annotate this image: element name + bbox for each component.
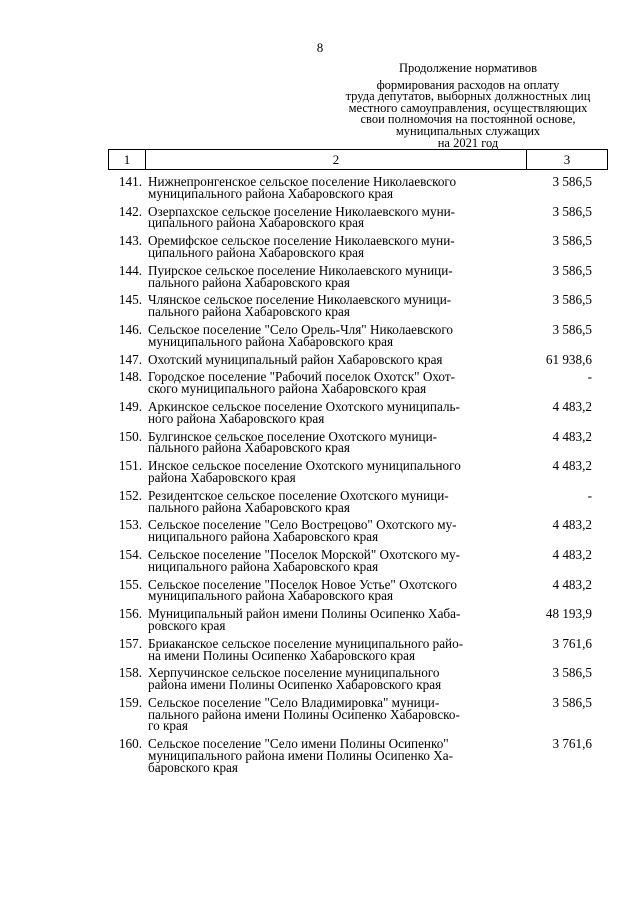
- row-number: 149.: [118, 398, 142, 414]
- row-number: 154.: [118, 546, 142, 562]
- row-number: 152.: [118, 487, 142, 503]
- municipality-name-line: на имени Полины Осипенко Хабаровского края: [148, 647, 416, 663]
- municipality-name: [146, 608, 520, 632]
- table-row: [108, 351, 608, 367]
- row-number: 157.: [118, 635, 142, 651]
- norm-value: 4 483,2: [552, 517, 592, 533]
- municipality-name-line: Сельское поселение "Поселок Новое Устье" Охотского: [148, 576, 457, 592]
- municipality-name: [146, 460, 520, 484]
- heading-line: труда депутатов, выборных должностных лиц: [345, 89, 591, 104]
- municipality-name-line: Булгинское сельское поселение Охотского муници-: [148, 428, 438, 444]
- municipality-name-line: Сельское поселение "Село Владимировка" муници-: [148, 694, 440, 710]
- municipality-name-line: муниципального района Хабаровского края: [148, 185, 394, 201]
- table-row: [108, 176, 608, 200]
- municipality-name-line: пального района Хабаровского края: [148, 499, 350, 515]
- municipality-name: [146, 294, 520, 318]
- municipality-name: [146, 203, 520, 231]
- table-row: [108, 460, 608, 484]
- municipality-name-line: Городское поселение "Рабочий поселок Охотск" Охот-: [148, 369, 456, 385]
- municipality-name-line: района имени Полины Осипенко Хабаровского края: [148, 677, 442, 693]
- municipality-name: [146, 351, 520, 367]
- row-number: 158.: [118, 665, 142, 681]
- municipality-name: [146, 667, 520, 691]
- municipality-name: [146, 235, 520, 259]
- municipality-name-line: Инское сельское поселение Охотского муниципального: [148, 458, 461, 474]
- table-row: [108, 519, 608, 543]
- norm-value: 4 483,2: [552, 428, 592, 444]
- norm-value: 4 483,2: [552, 398, 592, 414]
- municipality-name-line: Сельское поселение "Село имени Полины Осипенко": [148, 736, 449, 752]
- municipality-name-line: Сельское поселение "Село Вострецово" Охотского му-: [148, 517, 457, 533]
- municipality-name: [146, 262, 520, 290]
- table-row: [108, 487, 608, 515]
- table-row: [108, 546, 608, 574]
- municipality-name-line: го края: [148, 718, 188, 734]
- table-row: [108, 235, 608, 259]
- municipality-name-line: ниципального района Хабаровского края: [148, 529, 379, 545]
- table-row: [108, 694, 608, 734]
- municipality-name-line: ровского края: [148, 617, 226, 633]
- municipality-name-line: Нижнепронгенское сельское поселение Николаевского: [148, 174, 457, 189]
- row-number: 147.: [118, 351, 142, 367]
- municipality-name: [146, 371, 520, 395]
- table-row: [108, 576, 608, 604]
- municipality-name: [146, 546, 520, 574]
- table-header-row: [108, 149, 608, 170]
- municipality-name: [146, 398, 520, 426]
- header-col-3: 3: [563, 151, 571, 167]
- row-number: 148.: [118, 369, 142, 385]
- municipality-name-line: Члянское сельское поселение Николаевского муници-: [148, 292, 452, 308]
- norm-value: 3 586,5: [552, 174, 592, 189]
- heading-line: местного самоуправления, осуществляющих: [348, 100, 588, 115]
- table-row: [108, 262, 608, 290]
- row-number: 160.: [118, 736, 142, 752]
- municipality-name-line: ципального района Хабаровского края: [148, 215, 365, 231]
- norm-value: 48 193,9: [545, 606, 592, 622]
- norm-value: 3 586,5: [552, 203, 592, 219]
- norm-value: 3 586,5: [552, 292, 592, 308]
- row-number: 141.: [118, 174, 142, 189]
- municipality-name-line: Пуирское сельское поселение Николаевского муници-: [148, 262, 453, 278]
- heading-line: на 2021 год: [437, 135, 499, 150]
- norm-value: 4 483,2: [552, 458, 592, 474]
- municipality-name-line: муниципального района имени Полины Осипенко Ха-: [148, 748, 453, 764]
- municipality-name-line: пального района Хабаровского края: [148, 304, 350, 320]
- norms-table: [108, 149, 608, 780]
- table-row: [108, 398, 608, 426]
- municipality-name-line: Бриаканское сельское поселение муниципального райо-: [148, 635, 464, 651]
- table-body: [108, 176, 608, 774]
- norm-value: 3 586,5: [552, 665, 592, 681]
- norm-value: 4 483,2: [552, 576, 592, 592]
- page-number: 8: [316, 40, 324, 55]
- municipality-name: [146, 321, 520, 349]
- table-row: [108, 635, 608, 663]
- row-number: 150.: [118, 428, 142, 444]
- municipality-name: [146, 428, 520, 456]
- municipality-name: [146, 738, 520, 773]
- norm-value: 61 938,6: [545, 351, 592, 367]
- row-number: 146.: [118, 321, 142, 337]
- table-row: [108, 371, 608, 395]
- norm-value: -: [587, 369, 592, 385]
- norm-value: 3 586,5: [552, 233, 592, 249]
- municipality-name-line: Резидентское сельское поселение Охотского муници-: [148, 487, 449, 503]
- municipality-name: [146, 519, 520, 543]
- table-row: [108, 738, 608, 773]
- municipality-name-line: ципального района Хабаровского края: [148, 244, 365, 260]
- municipality-name-line: Охотский муниципальный район Хабаровского края: [148, 351, 443, 367]
- municipality-name-line: Муниципальный район имени Полины Осипенко Хаба-: [148, 606, 461, 622]
- table-row: [108, 321, 608, 349]
- municipality-name-line: Озерпахское сельское поселение Николаевского муни-: [148, 203, 456, 219]
- row-number: 159.: [118, 694, 142, 710]
- header-col-2: 2: [146, 150, 527, 169]
- municipality-name-line: Аркинское сельское поселение Охотского муниципаль-: [148, 398, 460, 414]
- row-number: 144.: [118, 262, 142, 278]
- heading-line: Продолжение нормативов: [398, 61, 538, 75]
- table-row: [108, 294, 608, 318]
- municipality-name-line: баровского края: [148, 759, 238, 775]
- municipality-name-line: Оремифское сельское поселение Николаевского муни-: [148, 233, 455, 249]
- norm-value: 3 586,5: [552, 321, 592, 337]
- municipality-name: [146, 635, 520, 663]
- municipality-name-line: Сельское поселение "Село Орель-Чля" Николаевского: [148, 321, 453, 337]
- municipality-name-line: пального района имени Полины Осипенко Хабаровско-: [148, 706, 460, 722]
- row-number: 156.: [118, 606, 142, 622]
- municipality-name-line: муниципального района Хабаровского края: [148, 333, 394, 349]
- header-col-1: 1: [109, 150, 146, 169]
- norm-value: 3 761,6: [552, 635, 592, 651]
- municipality-name-line: района Хабаровского края: [148, 469, 296, 485]
- municipality-name-line: ного района Хабаровского края: [148, 410, 325, 426]
- heading-line: формирования расходов на оплату: [376, 77, 560, 92]
- row-number: 145.: [118, 292, 142, 308]
- table-row: [108, 608, 608, 632]
- row-number: 142.: [118, 203, 142, 219]
- municipality-name: [146, 694, 520, 734]
- norm-value: 3 586,5: [552, 262, 592, 278]
- heading-line: свои полномочия на постоянной основе,: [360, 112, 576, 127]
- row-number: 143.: [118, 233, 142, 249]
- municipality-name-line: ниципального района Хабаровского края: [148, 558, 379, 574]
- municipality-name: [146, 487, 520, 515]
- norm-value: 3 761,6: [552, 736, 592, 752]
- document-heading: [330, 63, 606, 149]
- row-number: 153.: [118, 517, 142, 533]
- municipality-name-line: пального района Хабаровского края: [148, 274, 350, 290]
- norm-value: 3 586,5: [552, 694, 592, 710]
- row-number: 155.: [118, 576, 142, 592]
- table-row: [108, 667, 608, 691]
- heading-line: муниципальных служащих: [395, 123, 541, 138]
- norm-value: -: [587, 487, 592, 503]
- table-row: [108, 203, 608, 231]
- table-row: [108, 428, 608, 456]
- municipality-name-line: ского муниципального района Хабаровского края: [148, 381, 427, 397]
- norm-value: 4 483,2: [552, 546, 592, 562]
- municipality-name: [146, 176, 520, 200]
- municipality-name-line: муниципального района Хабаровского края: [148, 588, 394, 604]
- row-number: 151.: [118, 458, 142, 474]
- municipality-name-line: Херпучинское сельское поселение муниципального: [148, 665, 440, 681]
- municipality-name-line: Сельское поселение "Поселок Морской" Охотского му-: [148, 546, 460, 562]
- municipality-name-line: пального района Хабаровского края: [148, 440, 350, 456]
- municipality-name: [146, 576, 520, 604]
